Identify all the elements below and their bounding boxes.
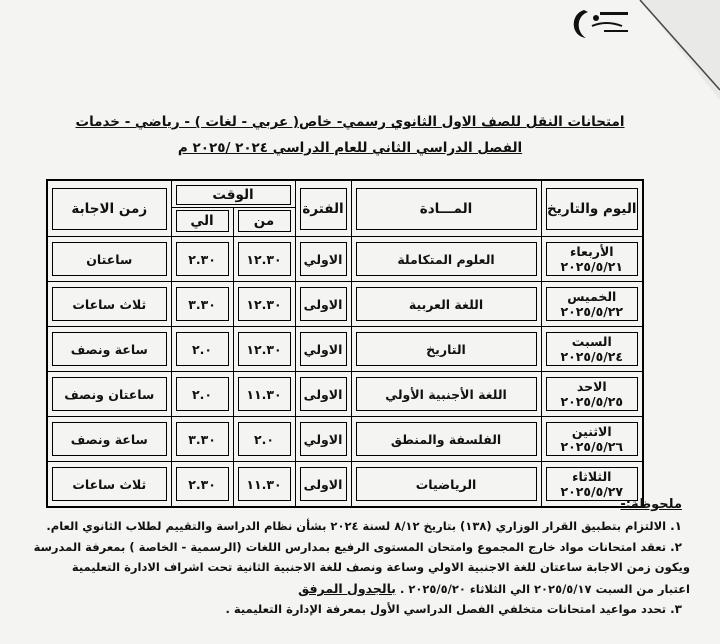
header-period: الفترة [295, 180, 351, 237]
day-date-cell: السبت ٢٠٢٥/٥/٢٤ [546, 332, 639, 366]
time-to-cell: ٢.٠ [176, 377, 229, 411]
period-cell: الاولي [300, 332, 347, 366]
table-row [47, 282, 643, 327]
duration-cell: ساعتان [52, 242, 167, 276]
subject-cell: الرياضيات [356, 467, 537, 501]
period-cell: الاولي [300, 422, 347, 456]
day-date-cell: الاحد ٢٠٢٥/٥/٢٥ [546, 377, 639, 411]
note-2: ٢. تعقد امتحانات مواد خارج المجموع وامتحان المستوى الرفيع بمدارس اللغات (الرسمية - الخاصة ) بمعرفة المدرسة [33, 540, 682, 554]
table-row [47, 372, 643, 417]
time-from-cell: ١١.٣٠ [238, 377, 291, 411]
table-header-row [47, 180, 643, 208]
duration-cell: ثلاث ساعات [52, 467, 167, 501]
day-date-cell: الاثنين ٢٠٢٥/٥/٢٦ [546, 422, 639, 456]
day-date-cell: الثلاثاء ٢٠٢٥/٥/٢٧ [546, 467, 639, 501]
duration-cell: ساعة ونصف [52, 332, 167, 366]
table-row [47, 327, 643, 372]
note-2-line-2: ويكون زمن الاجابة ساعتان للغة الاجنبية الاولي وساعة ونصف للغة الاجنبية الثانية تحت اشراف الادارة التعليمية [71, 560, 690, 574]
period-cell: الاولي [300, 242, 347, 276]
duration-cell: ساعة ونصف [52, 422, 167, 456]
time-from-cell: ١٢.٣٠ [238, 332, 291, 366]
header-subject: المـــادة [351, 180, 541, 237]
header-time: الوقت [171, 180, 295, 208]
header-day-date: اليوم والتاريخ [541, 180, 643, 237]
time-from-cell: ٢.٠ [238, 422, 291, 456]
exam-schedule-table [46, 179, 644, 508]
time-to-cell: ٣.٣٠ [176, 287, 229, 321]
subject-cell: التاريخ [356, 332, 537, 366]
exam-subtitle: الفصل الدراسي الثاني للعام الدراسي ٢٠٢٤ /٢٠٢٥ م [177, 140, 523, 156]
page-fold-shadow [600, 0, 720, 100]
time-from-cell: ١٢.٣٠ [238, 287, 291, 321]
period-cell: الاولى [300, 287, 347, 321]
time-to-cell: ٢.٠ [176, 332, 229, 366]
notes-heading: ملحوظة:- [620, 497, 682, 512]
duration-cell: ثلاث ساعات [52, 287, 167, 321]
note-3: ٣. تحدد مواعيد امتحانات متخلفي الفصل الدراسي الأول بمعرفة الإدارة التعليمية . [225, 602, 682, 616]
note-2-line-3: اعتبار من السبت ٢٠٢٥/٥/١٧ الي الثلاثاء ٢٠٢٥/٥/٢٠ . بالجدول المرفق [298, 581, 690, 596]
table-row [47, 462, 643, 508]
subject-cell: اللغة الأجنبية الأولي [356, 377, 537, 411]
attached-table-reference: بالجدول المرفق [298, 581, 396, 596]
time-from-cell: ١١.٣٠ [238, 467, 291, 501]
table-row [47, 417, 643, 462]
time-to-cell: ٢.٣٠ [176, 242, 229, 276]
day-date-cell: الأربعاء ٢٠٢٥/٥/٢١ [546, 242, 639, 276]
note-1: ١. الالتزام بتطبيق القرار الوزاري (١٣٨) بتاريخ ٨/١٢ لسنة ٢٠٢٤ بشأن نظام الدراسة والتقييم لطلاب الثانوي العام. [46, 519, 682, 533]
time-to-cell: ٢.٣٠ [176, 467, 229, 501]
period-cell: الاولى [300, 467, 347, 501]
subject-cell: اللغة العربية [356, 287, 537, 321]
header-from: من [233, 208, 295, 237]
time-to-cell: ٣.٣٠ [176, 422, 229, 456]
table-row [47, 237, 643, 282]
subject-cell: الفلسفة والمنطق [356, 422, 537, 456]
duration-cell: ساعتان ونصف [52, 377, 167, 411]
header-duration: زمن الاجابة [47, 180, 171, 237]
exam-title: امتحانات النقل للصف الاول الثانوي رسمي- خاص( عربي - لغات ) - رياضي - خدمات [75, 114, 625, 130]
day-date-cell: الخميس ٢٠٢٥/٥/٢٢ [546, 287, 639, 321]
period-cell: الاولى [300, 377, 347, 411]
subject-cell: العلوم المتكاملة [356, 242, 537, 276]
header-to: الي [171, 208, 233, 237]
time-from-cell: ١٢.٣٠ [238, 242, 291, 276]
